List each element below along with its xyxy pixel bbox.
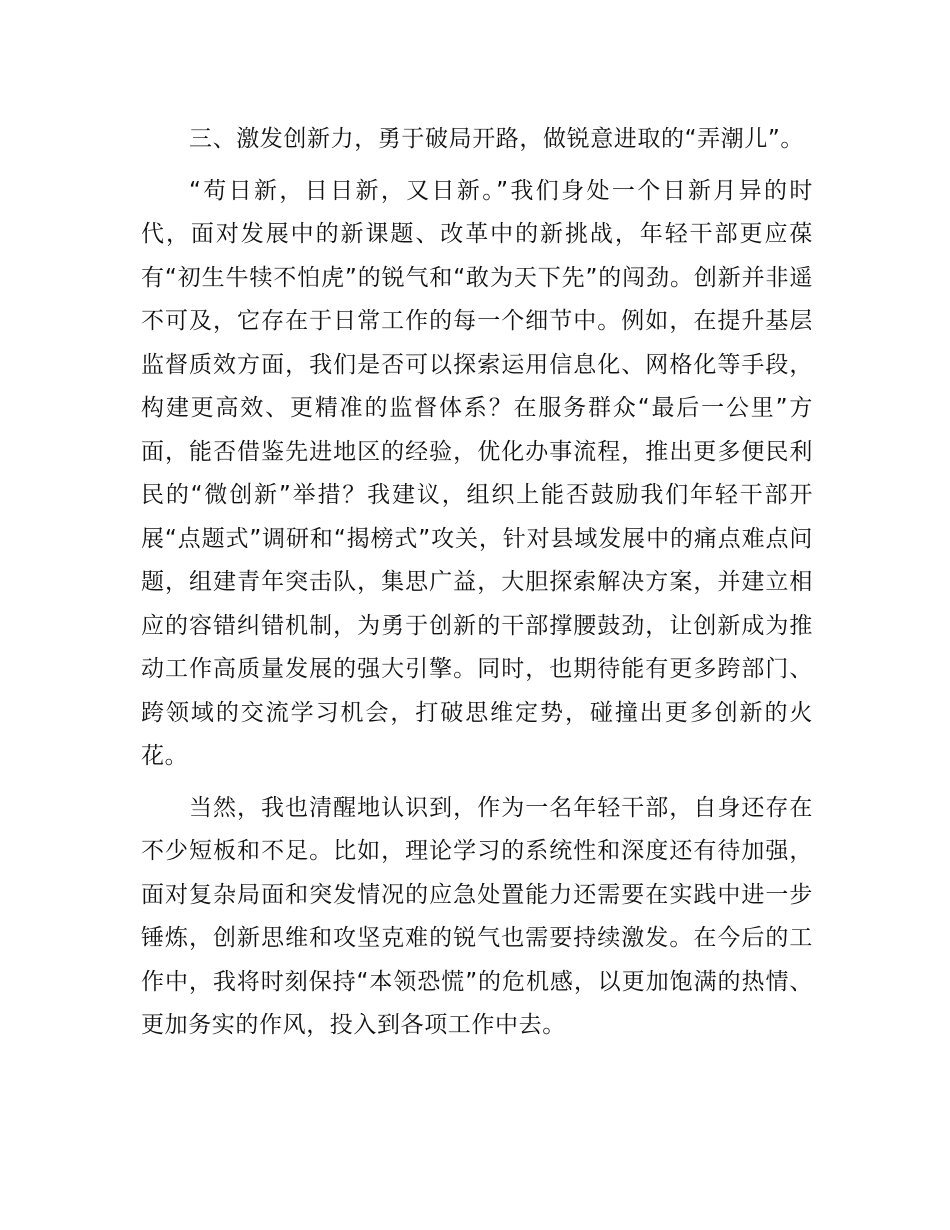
body-paragraph: 当然，我也清醒地认识到，作为一名年轻干部，自身还存在不少短板和不足。比如，理论学习的系统性和深度还有待加强，面对复杂局面和突发情况的应急处置能力还需要在实践中进一步锤炼，创新思维和攻坚克难的锐气也需要持续激发。在今后的工作中，我将时刻保持“本领恐慌”的危机感，以更加饱满的热情、更加务实的作风，投入到各项工作中去。	[141, 794, 813, 1038]
body-paragraph: “苟日新，日日新，又日新。”我们身处一个日新月异的时代，面对发展中的新课题、改革中的新挑战，年轻干部更应葆有“初生牛犊不怕虎”的锐气和“敢为天下先”的闯劲。创新并非遥不可及，它存在于日常工作的每一个细节中。例如，在提升基层监督质效方面，我们是否可以探索运用信息化、网格化等手段，构建更高效、更精准的监督体系？在服务群众“最后一公里”方面，能否借鉴先进地区的经验，优化办事流程，推出更多便民利民的“微创新”举措？我建议，组织上能否鼓励我们年轻干部开展“点题式”调研和“揭榜式”攻关，针对县域发展中的痛点难点问题，组建青年突击队，集思广益，大胆探索解决方案，并建立相应的容错纠错机制，为勇于创新的干部撑腰鼓劲，让创新成为推动工作高质量发展的强大引擎。同时，也期待能有更多跨部门、跨领域的交流学习机会，打破思维定势，碰撞出更多创新的火花。	[141, 177, 813, 769]
section-heading: 三、激发创新力，勇于破局开路，做锐意进取的“弄潮儿”。	[189, 126, 805, 152]
document-body	[141, 118, 813, 1048]
